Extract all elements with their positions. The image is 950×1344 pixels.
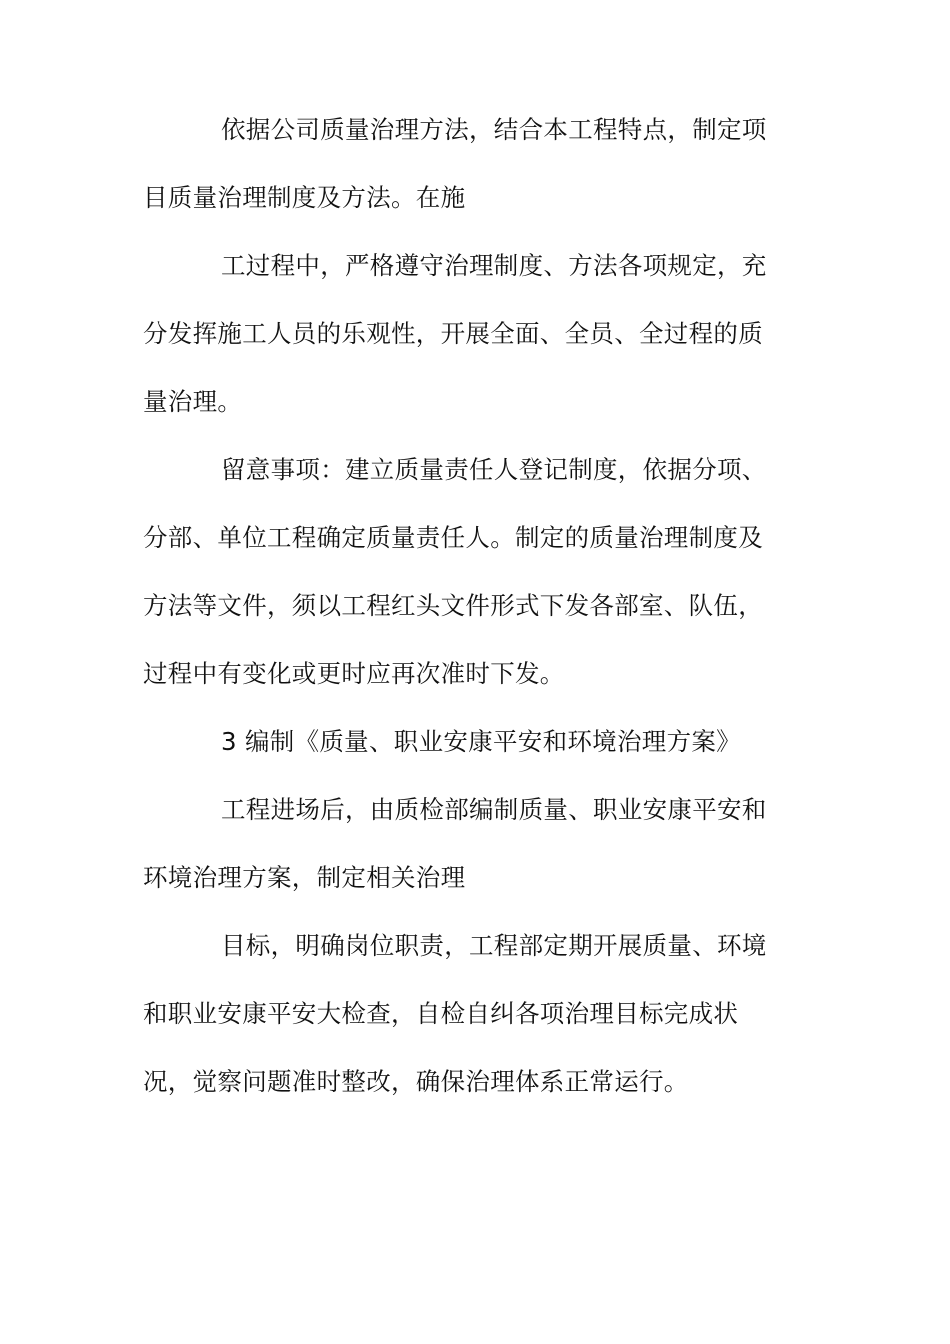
text-line-7: 分部、单位工程确定质量责任人。制定的质量治理制度及 (143, 523, 763, 552)
text-line-8: 方法等文件，须以工程红头文件形式下发各部室、队伍， (143, 591, 763, 620)
body-text (143, 106, 793, 1126)
section-heading: 3 编制《质量、职业安康平安和环境治理方案》 (221, 727, 741, 756)
text-line-12: 环境治理方案，制定相关治理 (143, 863, 466, 892)
text-line-2: 目质量治理制度及方法。在施 (143, 183, 466, 212)
text-line-11: 工程进场后，由质检部编制质量、职业安康平安和 (221, 795, 767, 824)
text-line-3: 工过程中，严格遵守治理制度、方法各项规定，充 (221, 251, 767, 280)
text-line-15: 况，觉察问题准时整改，确保治理体系正常运行。 (143, 1067, 689, 1096)
text-line-6: 留意事项：建立质量责任人登记制度，依据分项、 (221, 455, 767, 484)
text-line-4: 分发挥施工人员的乐观性，开展全面、全员、全过程的质 (143, 319, 763, 348)
text-line-13: 目标，明确岗位职责，工程部定期开展质量、环境 (221, 931, 767, 960)
text-line-14: 和职业安康平安大检查，自检自纠各项治理目标完成状 (143, 999, 739, 1028)
text-line-1: 依据公司质量治理方法，结合本工程特点，制定项 (221, 115, 767, 144)
text-line-5: 量治理。 (143, 387, 243, 416)
text-line-9: 过程中有变化或更时应再次准时下发。 (143, 659, 565, 688)
